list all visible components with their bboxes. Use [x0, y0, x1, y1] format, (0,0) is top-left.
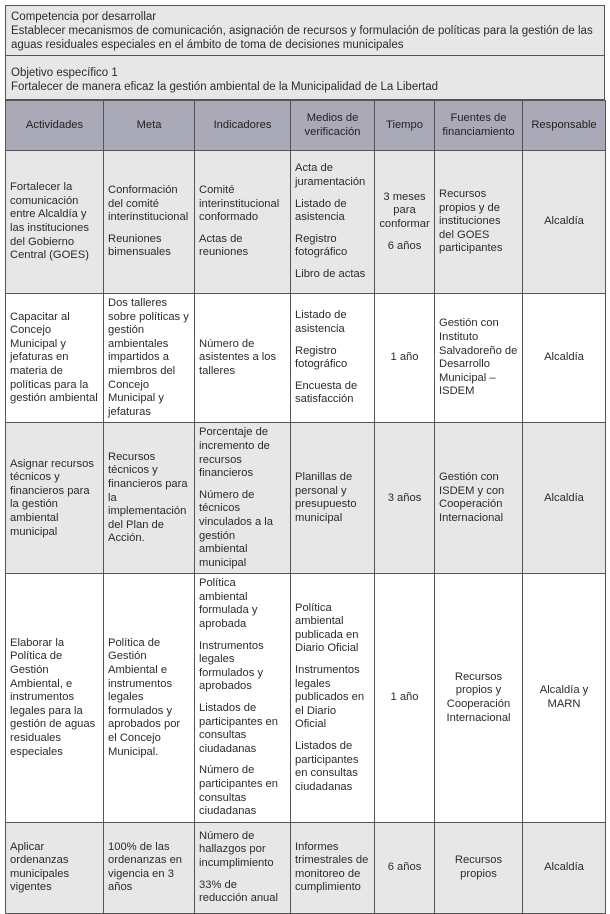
- actividad-cell: Asignar recursos técnicos y financieros para la gestión ambiental municipal: [6, 423, 104, 574]
- responsable-cell: Alcaldía: [523, 151, 606, 294]
- indicador-item: 33% de reducción anual: [199, 878, 278, 905]
- indicador-item: Número de técnicos vinculados a la gestión ambiental municipal: [199, 488, 274, 569]
- header-indicadores: Indicadores: [195, 101, 291, 151]
- medio-item: Listado de asistencia: [295, 197, 347, 224]
- meta-item: Conformación del comité interinstitucional: [108, 184, 189, 224]
- medio-item: Registro fotográfico: [295, 344, 348, 371]
- indicador-item: Actas de reuniones: [199, 232, 249, 259]
- fuentes-cell: Recursos propios y Cooperación Internacional: [435, 574, 523, 823]
- responsable-cell: Alcaldía: [523, 294, 606, 423]
- tiempo-cell: [375, 822, 435, 913]
- meta-item: Reuniones bimensuales: [108, 232, 171, 259]
- indicador-item: Listados de participantes en consultas ciudadanas: [199, 702, 278, 755]
- medios-cell: [291, 151, 375, 294]
- header-responsable: Responsable: [523, 101, 606, 151]
- fuentes-cell: Gestión con Instituto Salvadoreño de Desarrollo Municipal – ISDEM: [435, 294, 523, 423]
- medios-cell: [291, 294, 375, 423]
- medios-cell: [291, 423, 375, 574]
- actividad-cell: Aplicar ordenanzas municipales vigentes: [6, 822, 104, 913]
- competencia-box: [5, 5, 605, 56]
- fuentes-cell: Recursos propios: [435, 822, 523, 913]
- meta-item: Recursos técnicos y financieros para la implementación del Plan de Acción.: [108, 450, 188, 545]
- actividad-cell: Capacitar al Concejo Municipal y jefaturas en materia de políticas para la gestión ambiental: [6, 294, 104, 423]
- header-fuentes: Fuentes de financiamiento: [435, 101, 523, 151]
- indicador-item: Porcentaje de incremento de recursos financieros: [199, 426, 270, 480]
- header-medios: Medios de verificación: [291, 101, 375, 151]
- actividad-cell: Fortalecer la comunicación entre Alcaldía y las instituciones del Gobierno Central (GOES): [6, 151, 104, 294]
- tiempo-cell: [375, 423, 435, 574]
- indicador-item: Comité interinstitucional conformado: [199, 184, 280, 224]
- meta-cell: [104, 423, 195, 574]
- medio-item: Acta de juramentación: [295, 162, 366, 189]
- tiempo-cell: [375, 151, 435, 294]
- medio-item: Encuesta de satisfacción: [295, 379, 358, 406]
- medio-item: Listado de asistencia: [295, 309, 347, 335]
- indicador-item: Número de participantes en consultas ciudadanas: [199, 764, 278, 818]
- indicador-item: Instrumentos legales formulados y aprobados: [199, 639, 264, 693]
- document-sheet: [5, 5, 605, 914]
- tiempo-cell: [375, 294, 435, 423]
- indicadores-cell: [195, 151, 291, 294]
- header-tiempo: Tiempo: [375, 101, 435, 151]
- medios-cell: [291, 574, 375, 823]
- medio-item: Instrumentos legales publicados en el Diario Oficial: [295, 664, 365, 731]
- medio-item: Política ambiental publicada en Diario Oficial: [295, 601, 359, 655]
- medio-item: Planillas de personal y presupuesto municipal: [295, 471, 357, 524]
- header-actividades: Actividades: [6, 101, 104, 151]
- action-plan-table: [5, 100, 606, 914]
- tiempo-cell: [375, 574, 435, 823]
- indicador-item: Número de asistentes a los talleres: [199, 337, 277, 377]
- objetivo-text: Fortalecer de manera eficaz la gestión ambiental de la Municipalidad de La Libertad: [11, 81, 439, 93]
- table-row: [6, 574, 606, 823]
- tiempo-item: 3 años: [387, 491, 422, 504]
- meta-item: 100% de las ordenanzas en vigencia en 3 años: [108, 840, 183, 894]
- actividad-cell: Elaborar la Política de Gestión Ambiental, e instrumentos legales para la gestión de aguas residuales especiales: [6, 574, 104, 823]
- responsable-cell: Alcaldía: [523, 822, 606, 913]
- fuentes-cell: Recursos propios y de instituciones del GOES participantes: [435, 151, 523, 294]
- tiempo-item: 6 años: [387, 239, 422, 252]
- medios-cell: [291, 822, 375, 913]
- indicador-item: Política ambiental formulada y aprobada: [199, 577, 258, 631]
- table-row: [6, 423, 606, 574]
- objetivo-box: [5, 56, 605, 100]
- table-row: [6, 822, 606, 913]
- table-header-row: [6, 101, 606, 151]
- meta-item: Dos talleres sobre políticas y gestión ambientales impartidos a miembros del Concejo Municipal y jefaturas: [108, 297, 189, 418]
- indicadores-cell: [195, 822, 291, 913]
- header-meta: Meta: [104, 101, 195, 151]
- tiempo-item: 3 meses para conformar: [379, 190, 430, 230]
- meta-cell: [104, 294, 195, 423]
- responsable-cell: Alcaldía: [523, 423, 606, 574]
- responsable-cell: Alcaldía y MARN: [523, 574, 606, 823]
- medio-item: Informes trimestrales de monitoreo de cumplimiento: [295, 840, 369, 894]
- medio-item: Registro fotográfico: [295, 232, 348, 259]
- fuentes-cell: Gestión con ISDEM y con Cooperación Internacional: [435, 423, 523, 574]
- competencia-text: Establecer mecanismos de comunicación, asignación de recursos y formulación de políticas para la gestión de las aguas residuales especiales en el ámbito de toma de decisiones municipales: [11, 25, 593, 51]
- meta-cell: [104, 574, 195, 823]
- medio-item: Listados de participantes en consultas ciudadanas: [295, 740, 359, 793]
- table-row: [6, 151, 606, 294]
- indicadores-cell: [195, 423, 291, 574]
- indicadores-cell: [195, 574, 291, 823]
- objetivo-label: Objetivo específico 1: [11, 67, 118, 79]
- competencia-label: Competencia por desarrollar: [11, 11, 157, 23]
- tiempo-item: 6 años: [387, 860, 422, 873]
- indicador-item: Número de hallazgos por incumplimiento: [199, 829, 274, 869]
- medio-item: Libro de actas: [295, 267, 366, 280]
- tiempo-item: 1 año: [390, 691, 419, 704]
- table-row: [6, 294, 606, 423]
- meta-cell: [104, 822, 195, 913]
- meta-item: Política de Gestión Ambiental e instrumentos legales formulados y aprobados por el Concejo Municipal.: [108, 636, 181, 758]
- indicadores-cell: [195, 294, 291, 423]
- tiempo-item: 1 año: [390, 351, 419, 364]
- meta-cell: [104, 151, 195, 294]
